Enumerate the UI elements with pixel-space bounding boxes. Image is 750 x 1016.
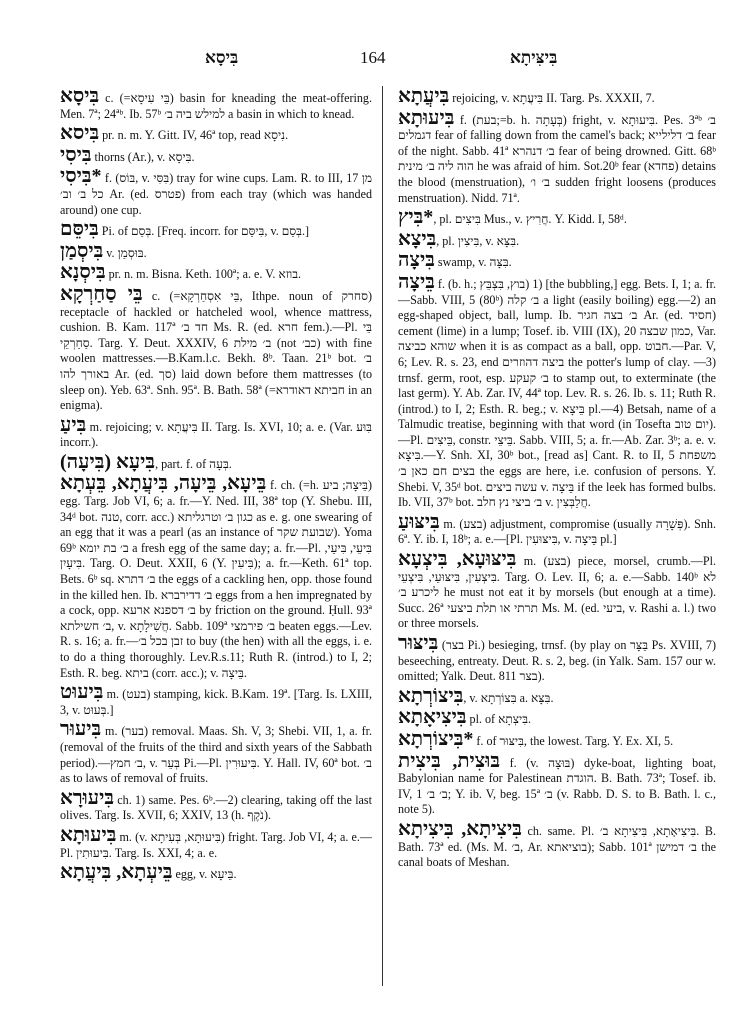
dictionary-entry — [60, 823, 372, 861]
entry-headword: בִּיצָא — [398, 227, 437, 250]
dictionary-entry — [398, 206, 716, 229]
dictionary-entry — [398, 270, 717, 511]
right-column — [398, 85, 717, 874]
dictionary-entry — [398, 548, 717, 632]
dictionary-entry — [60, 143, 372, 166]
dictionary-entry — [60, 413, 372, 451]
entry-definition: egg, v. בֵּיעָא. — [172, 867, 237, 882]
entry-headword: בִּיעוּט — [60, 681, 104, 704]
entry-definition: m. (בצע) adjustment, compromise (usually פְּשָׁרָה). Snh. 6ª. Y. ib. I, 18ᵇ; a. e.—[Pl. בִּיצּוּעִין, v. בֵּיצָה pl.] — [398, 516, 717, 547]
dictionary-entry — [398, 684, 716, 707]
entry-headword: בִּיסְנָא — [60, 261, 106, 284]
dictionary-entry — [60, 450, 372, 473]
entry-headword: בִּיצִיתָא, בִּיצִיתָא — [398, 817, 522, 840]
entry-definition: f. (בעת;=b. h. בְּעָתָה) fright, v. בִּיעוּתָא. Pes. 3ªᵇ ב׳ דגמלים fear of falling down from the camel's back; ב׳ דלילייא fear of the night. Sabb. 41ª ב׳ דנהרא fear of being drowned. Gitt. 68ᵇ הוה ליה ב׳ מינית he was afraid of him. Sot.20ᵇ fear (פחדא) detains the blood (menstruation), ב׳ ו׳ sudden fright loosens (produces menstruation). Nidd. 71ª. — [398, 112, 716, 205]
entry-headword: בִּיעוּרָא — [60, 786, 114, 809]
entry-definition: m. (בער) removal. Maas. Sh. V, 3; Shebi. VII, 1, a. fr. (removal of the fruits of the third and sixth years of the Sabbath period).—ב׳ חמץ, v. בְּעֵר Pi.—Pl. בִּיעוּרִין. Y. Hall. IV, 60ª bot. ב׳ as to laws of removal of fruits. — [60, 724, 372, 786]
dictionary-entry — [398, 706, 716, 729]
entry-definition: m. rejoicing; v. בִּיעֲתָא II. Targ. Is. XVI, 10; a. e. (Var. בִּוּע incorr.). — [60, 419, 372, 450]
entry-definition: , pl. בִּיצִין, v. בִּצָּא. — [436, 233, 520, 248]
entry-headword: בֵּיצָה — [398, 270, 435, 293]
dictionary-entry — [398, 510, 717, 548]
entry-headword: *בִּיסִי — [60, 165, 102, 188]
entry-definition: Pi. of בְּסַם. [Freq. incorr. for בִּיסַּם, v. בְּסַם.] — [98, 224, 310, 239]
entry-headword: בִּיסא — [60, 122, 100, 145]
entry-definition: , pl. בִּיצִים Mus., v. חֲרִיץ. Y. Kidd. I, 58ᵈ. — [433, 212, 627, 227]
entry-headword: בִּיצּוּעָא, בִּיצְעָא — [398, 548, 517, 571]
entry-definition: pr. n. m. Y. Gitt. IV, 46ª top, read נִיסָא. — [99, 128, 289, 143]
entry-headword: בִּיסִי — [60, 143, 92, 166]
entry-definition: c. (=בֵּי עִיסָא) basin for kneading the meat-offering. Men. 7ª; 24ªᵇ. Ib. 57ᵇ למילש ביה ב׳ a basin in which to knead. — [60, 91, 372, 121]
entry-definition: v. בּוּסְמַן. — [103, 245, 147, 260]
running-head-right: בִּיצִּיתָא — [510, 48, 558, 67]
dictionary-entry — [60, 681, 372, 718]
page-number: 164 — [360, 48, 386, 67]
dictionary-entry — [398, 227, 716, 250]
entry-definition: , part. f. of בְּעָה. — [155, 456, 232, 471]
entry-definition: thorns (Ar.), v. בִּיסָא. — [91, 149, 195, 164]
left-column — [60, 85, 373, 886]
dictionary-entry — [60, 218, 372, 241]
dictionary-entry — [398, 106, 716, 207]
entry-headword: בֵּי סַחַרְקָא — [60, 282, 143, 305]
column-divider — [382, 86, 383, 986]
entry-headword: בִּיסָא — [60, 85, 100, 107]
dictionary-entry — [60, 239, 372, 262]
entry-definition: f. (b. h.; בוץ, בִּצְבֵּץ) 1) [the bubbling,] egg. Bets. I, 1; a. fr.—Sabb. VIII, 5 (80ᵇ) ב׳ קלה a light (easily boiling) egg.—2) an egg-shaped object, ball, lump. Ib. ב׳ בצה חגיר Ar. (ed. חסיד) cement (lime) in a lump; Tosef. ib. VIII (IX), 20 כמון שבצה, Var. שוהא כביצה when it is as compact as a ball, opp. חבוט.—Par. V, 6; Lev. R. s. 23, end ביצה דהוזרים the potter's lump of clay. —3) trnsf. germ, root, esp. ב׳ קעקע to stamp out, to exterminate (the last germ). Y. Ab. Zar. IV, 44ª top. Lev. R. s. 26. Ib. s. 11; Ruth R. (introd.) to I, 2; Esth. R. beg.; v. בֵּיצָא pl.—4) Betsah, name of a Talmudic treatise, beginning with that word (in Tosefta יום טוב).—Pl. בֵּיצִים, constr. בֵּיצֵי. Sabb. VIII, 5; a. fr.—Ab. Zar. 3ᵇ; a. e. v. בִּיצָא.—Y. Snh. XI, 30ᵇ bot., [read as] Cant. R. to II, 5 משפחת בצים חם כאן ב׳ the eggs are here, i.e. confusion of persons. Y. Shebi. V, 35ᵈ bot. עשה ביצים v. בֵּיצָה if the leek has formed bulbs. Ib. VII, 37ᵇ bot. ב׳ ביצי נץ חלב v. חֲלַבְּצִין. — [398, 276, 717, 510]
entry-definition: m. (בצע) piece, morsel, crumb.—Pl. בִּיצְעִין, בִּיצּוּעֵי, בִּיצְעֵי. Targ. O. Lev. II, 6; a. e.—Sabb. 140ᵇ לא ליכרע ב׳ he must not eat it by morsels (but enough at a time). Succ. 26ª תרתי או תלת ביצעי Ms. M. (ed. ביעי, v. Rashi a. l.) two or three morsels. — [398, 554, 717, 631]
dictionary-entry — [60, 718, 372, 786]
entry-headword: בִּיצוֹרְתָא — [398, 684, 464, 707]
dictionary-entry — [60, 85, 372, 122]
entry-definition: m. (בעט) stamping, kick. B.Kam. 19ª. [Targ. Is. LXIII, 3, v. בְּעוּט.] — [60, 687, 372, 717]
entry-definition: swamp, v. בִּצָּה. — [434, 255, 512, 270]
entry-headword: בִּיעַ — [60, 413, 87, 436]
entry-headword: בִּיצָה — [398, 249, 435, 272]
entry-headword: בֵּיעְתָא, בִּיעֲתָא — [60, 861, 173, 884]
entry-headword: בִּיעֲתָא — [398, 85, 450, 107]
entry-definition: f. of בִּיצּוּר, the lowest. Targ. Y. Ex. XI, 5. — [473, 733, 674, 748]
entry-definition: (בצר Pi.) besieging, trnsf. (by play on בַּצָּר Ps. XVIII, 7) beseeching, entreaty. Deut. R. s. 2, beg. (in Yalk. Sam. 157 our w. omitted; Yalk. Deut. 811 בצר). — [398, 638, 716, 684]
dictionary-entry — [398, 817, 717, 871]
entry-definition: f. (בּוֹס, v. בִּסִּי) tray for wine cups. Lam. R. to III, 17 מן כל ב׳ וב׳ Ar. (ed. פטרס) from each tray (which was handed around) one cup. — [60, 171, 373, 217]
entry-headword: בִּיעוּר — [60, 718, 102, 741]
entry-headword: בִּיסְמַן — [60, 239, 104, 262]
running-head-left: בִּיסָא — [205, 48, 239, 67]
entry-definition: c. (=בֵּי אִסְחַרְקָא, Ithpe. noun of סחרק) receptacle of hackled or hatcheled wool, whence mattress, cushion. B. Kam. 117ª חד ב׳ Ms. R. (ed. חרא fem.).—Pl. בֵּי סַחַרְקֵי. Targ. Y. Deut. XXXIV, 6 ב׳ מילת (not כב׳) with fine woolen mattresses.—B.Kam.l.c. Bekh. 8ᵇ. Taan. 21ᵇ bot. ב׳ באורך להו Ar. (ed. סך) laid down before them mattresses (to sleep on). Yeb. 63ª. Snh. 95ª. B. Bath. 58ª (=חביתא דאודרא in an enigma). — [60, 288, 372, 413]
entry-definition: pl. of בִּיצְתָא. — [466, 712, 532, 727]
entry-headword: בִּיצּוּעַ — [398, 510, 440, 533]
entry-headword: בִּיסֵּם — [60, 218, 99, 241]
dictionary-entry — [398, 749, 717, 818]
dictionary-entry — [398, 632, 716, 685]
entry-definition: , v. בִּצוֹרְתָא a. בִּצָּא. — [463, 690, 554, 705]
entry-headword: בֵּיעָא, בֵּיעָה, בִּיעֲתָא, בֵּעְתָא — [60, 472, 267, 495]
dictionary-entry — [398, 249, 716, 272]
entry-headword: בּוּצִית, בִּיצִית — [398, 749, 501, 772]
entry-definition: ch. same. Pl. בִּיצִיאָתָא, בִּיצִיתָא ב׳. B. Bath. 73ª ed. (Ms. M. ב׳, Ar. בוציאתא); Sabb. 101ª ב׳ דמישן the canal boats of Meshan. — [398, 823, 717, 870]
entry-headword: בִּיצִיאָתָא — [398, 706, 467, 729]
dictionary-entry — [60, 165, 373, 218]
entry-definition: m. (v. בִּיעוּתָא, בְּעִיתָא) fright. Targ. Job VI, 4; a. e.—Pl. בִּיעוּתִין. Targ. Is. XXI, 4; a. e. — [60, 829, 372, 860]
entry-definition: f. ch. (=h. בֵּיצָה; ביע) egg. Targ. Job VI, 6; a. fr.—Y. Ned. III, 38ª top (Y. Shebu. III, 34ᵈ bot. טנה, corr. acc.) כגון ב׳ וטרגליתא as e. g. one swearing of an egg that it was a pearl (as an instance of שבועת שקר). Yoma 69ᵇ ב׳ בת יומא a fresh egg of the same day; a. fr.—Pl. בִּיעֵי, בִּיעֵי, בִּיעָיִן. Targ. O. Deut. XXII, 6 (Y. בִּיעִין); a. fr.—Keth. 61ª top. Bets. 6ᵇ sq. ב׳ דתרא the eggs of a cackling hen, opp. those found in the killed hen. Ib. ב׳ דדירברא eggs from a hen impregnated by a cock, opp. ב׳ דספנא ארעא by friction on the ground. Ḥull. 93ª ב׳ חשילתא, v. חֲשִׁילָתָא. Sabb. 109ª ב׳ פירמצי beaten eggs.—Lev. R. s. 16; a. fr.—זבן בכל ב׳ to buy (the hen) with all the eggs, i. e. to do a thing thoroughly. Lev.R.s.11; Ruth R. (introd.) to I, 2; Esth. R. beg. ביתא (corr. acc.); v. בֵּיצָה. — [60, 478, 373, 680]
entry-headword: בִּיצּוּר — [398, 632, 439, 654]
entry-headword: בִּיעוּתָא — [60, 823, 117, 846]
dictionary-entry — [398, 85, 716, 107]
entry-headword: בִּיעוּתָא — [398, 106, 455, 129]
entry-definition: pr. n. m. Bisna. Keth. 100ª; a. e. V. בוזא. — [105, 267, 302, 282]
entry-headword: בִּיעָא (בִּיעָה) — [60, 450, 156, 473]
dictionary-entry — [60, 282, 372, 414]
entry-definition: rejoicing, v. בִּיעֲתָא II. Targ. Ps. XXXII, 7. — [449, 91, 655, 105]
entry-headword: *בִּיצוֹרְתָא — [398, 727, 474, 750]
dictionary-entry — [60, 261, 372, 284]
entry-headword: *בִּיץ — [398, 206, 434, 229]
dictionary-entry — [398, 727, 716, 750]
dictionary-entry — [60, 861, 372, 884]
dictionary-entry — [60, 786, 372, 824]
dictionary-entry — [60, 472, 373, 681]
entry-definition: ch. 1) same. Pes. 6ᵇ.—2) clearing, taking off the last olives. Targ. Is. XVII, 6; XXIV, 13 (h. נֹקֶף). — [60, 792, 372, 823]
entry-definition: f. (v. בּוּצָה) dyke-boat, lighting boat, Babylonian name for Palestinean הוגדת. B. Bath. 73ª; Tosef. ib. IV, 1 ב׳ ב׳; Y. ib. V, beg. 15ª ב׳ (v. Rabb. D. S. to B. Bath. l. c., note 5). — [398, 755, 717, 817]
dictionary-entry — [60, 122, 372, 145]
